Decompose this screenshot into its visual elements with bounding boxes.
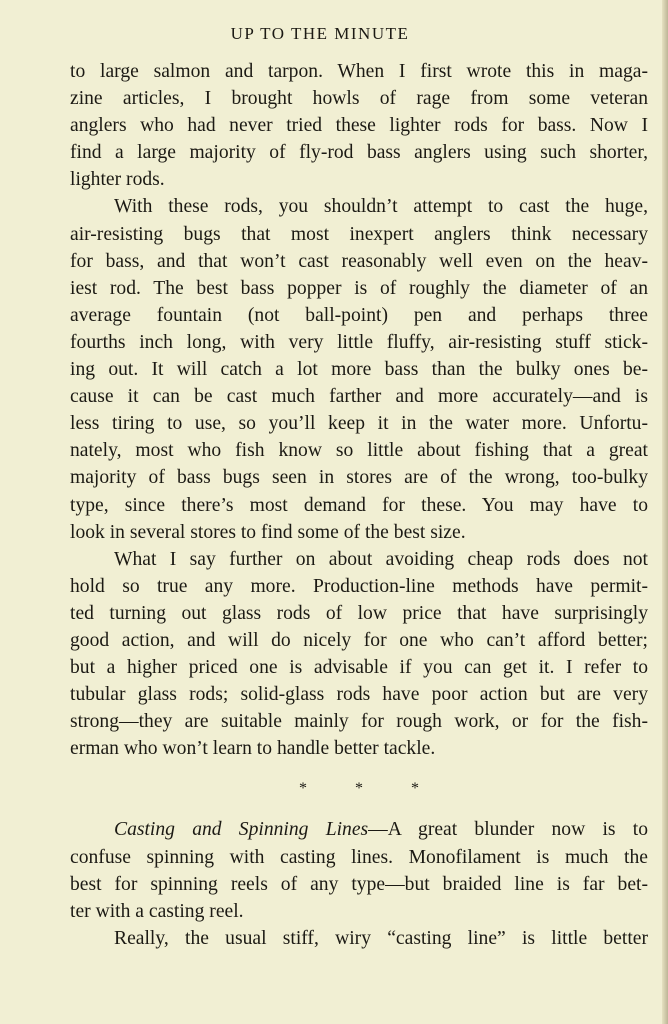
text-line: but a higher priced one is advisable if you can get it. I refer to	[70, 657, 648, 679]
paragraphs	[70, 58, 648, 762]
text-line: find a large majority of fly-rod bass anglers using such shorter,	[70, 142, 648, 164]
page-edge-shadow	[662, 0, 668, 1024]
section-lines	[70, 844, 648, 925]
text-line: to large salmon and tarpon. When I first wrote this in maga-	[70, 61, 648, 82]
text-line: hold so true any more. Production-line methods have permit-	[70, 575, 648, 597]
text-line: With these rods, you shouldn’t attempt to cast the huge,	[114, 196, 648, 218]
text-line: look in several stores to find some of the best size.	[70, 521, 466, 543]
text-line: What I say further on about avoiding cheap rods does not	[114, 548, 648, 570]
paragraph	[70, 58, 648, 193]
text-line: ing out. It will catch a lot more bass than the bulky ones be-	[70, 359, 648, 381]
running-head: UP TO THE MINUTE	[230, 24, 410, 43]
text-line: lighter rods.	[70, 169, 165, 191]
paragraph	[70, 546, 648, 763]
text-line: tubular glass rods; solid-glass rods have poor action but are very	[70, 684, 648, 706]
text-line: air-resisting bugs that most inexpert anglers think necessary	[70, 223, 648, 245]
text-line: ted turning out glass rods of low price that have surprisingly	[70, 602, 648, 624]
text-line: confuse spinning with casting lines. Monofilament is much the	[70, 846, 648, 868]
section-paragraph	[70, 816, 648, 924]
closing-paragraph	[70, 925, 648, 952]
text-line: majority of bass bugs seen in stores are of the wrong, too-bulky	[70, 467, 648, 489]
separator-asterisk: *	[411, 780, 419, 798]
text-line: average fountain (not ball-point) pen and perhaps three	[70, 304, 648, 326]
text-line: zine articles, I brought howls of rage from some veteran	[70, 88, 648, 110]
text-line: fourths inch long, with very little fluffy, air-resisting stuff stick-	[70, 331, 648, 353]
text-line: ter with a casting reel.	[70, 900, 244, 922]
section-first-line-rest: —A great blunder now is to	[368, 819, 648, 841]
section-heading: Casting and Spinning Lines	[114, 819, 369, 841]
text-line: strong—they are suitable mainly for rough work, or for the fish-	[70, 711, 648, 733]
separator-asterisk: *	[355, 780, 363, 798]
text-line: Really, the usual stiff, wiry “casting line” is little better	[114, 927, 648, 949]
section-separator	[70, 762, 648, 816]
text-line: nately, most who fish know so little about fishing that a great	[70, 440, 648, 462]
text-line: type, since there’s most demand for these. You may have to	[70, 494, 648, 516]
text-line: for bass, and that won’t cast reasonably well even on the heav-	[70, 250, 648, 272]
separator-asterisk: *	[299, 780, 307, 798]
body-text	[70, 58, 648, 952]
paragraph	[70, 193, 648, 545]
text-line: less tiring to use, so you’ll keep it in the water more. Unfortu-	[70, 413, 648, 435]
text-line: cause it can be cast much farther and more accurately—and is	[70, 386, 648, 408]
text-line: anglers who had never tried these lighter rods for bass. Now I	[70, 115, 648, 137]
text-line: erman who won’t learn to handle better tackle.	[70, 738, 436, 760]
section-first-line	[70, 816, 648, 843]
text-line: good action, and will do nicely for one who can’t afford better;	[70, 629, 648, 651]
text-line: iest rod. The best bass popper is of roughly the diameter of an	[70, 277, 648, 299]
text-line: best for spinning reels of any type—but braided line is far bet-	[70, 873, 648, 895]
